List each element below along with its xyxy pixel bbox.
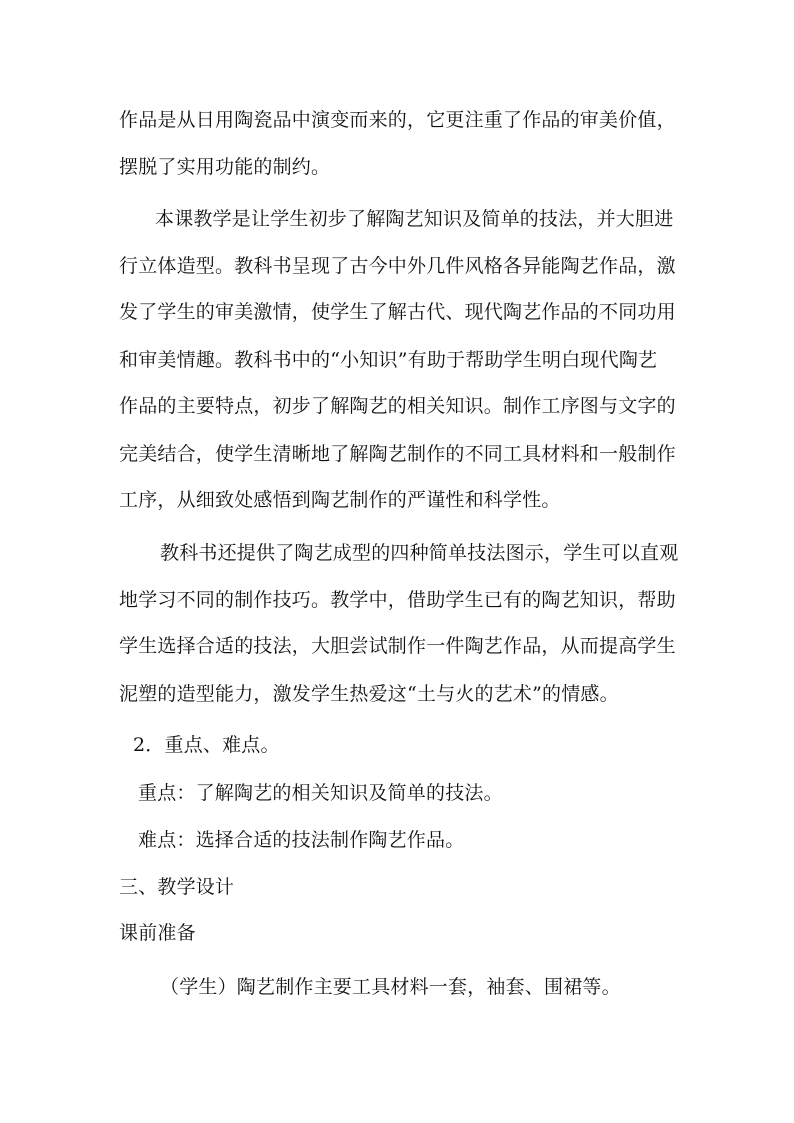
preparation-subheading: 课前准备: [119, 922, 196, 944]
paragraph-2-line-1: 本课教学是让学生初步了解陶艺知识及简单的技法，并大胆进: [155, 208, 674, 230]
paragraph-3-line-4: 泥塑的造型能力，激发学生热爱这“土与火的艺术”的情感。: [119, 683, 619, 705]
paragraph-2-line-5: 作品的主要特点，初步了解陶艺的相关知识。制作工序图与文字的: [119, 395, 676, 417]
difficult-point-text: 难点：选择合适的技法制作陶艺作品。: [138, 829, 465, 851]
paragraph-1-line-1: 作品是从日用陶瓷品中演变而来的，它更注重了作品的审美价值，: [119, 109, 676, 131]
section-3-heading: 三、教学设计: [119, 876, 235, 898]
paragraph-2-line-2: 行立体造型。教科书呈现了古今中外几件风格各异能陶艺作品，激: [119, 255, 676, 277]
key-point-text: 重点：了解陶艺的相关知识及简单的技法。: [138, 782, 503, 804]
paragraph-1-line-2: 摆脱了实用功能的制约。: [119, 156, 331, 178]
paragraph-3-line-3: 学生选择合适的技法，大胆尝试制作一件陶艺作品，从而提高学生: [119, 635, 676, 657]
paragraph-3-line-2: 地学习不同的制作技巧。教学中，借助学生已有的陶艺知识，帮助: [119, 589, 676, 611]
paragraph-2-line-7: 工序，从细致处感悟到陶艺制作的严谨性和科学性。: [119, 489, 561, 511]
paragraph-2-line-3: 发了学生的审美激情，使学生了解古代、现代陶艺作品的不同功用: [119, 301, 676, 323]
paragraph-3-line-1: 教科书还提供了陶艺成型的四种简单技法图示，学生可以直观: [160, 542, 679, 564]
paragraph-2-line-4: 和审美情趣。教科书中的“小知识”有助于帮助学生明白现代陶艺: [119, 349, 658, 371]
student-preparation-text: （学生）陶艺制作主要工具材料一套，袖套、围裙等。: [160, 976, 621, 998]
paragraph-2-line-6: 完美结合，使学生清晰地了解陶艺制作的不同工具材料和一般制作: [119, 443, 676, 465]
section-2-heading: 2．重点、难点。: [133, 734, 280, 756]
